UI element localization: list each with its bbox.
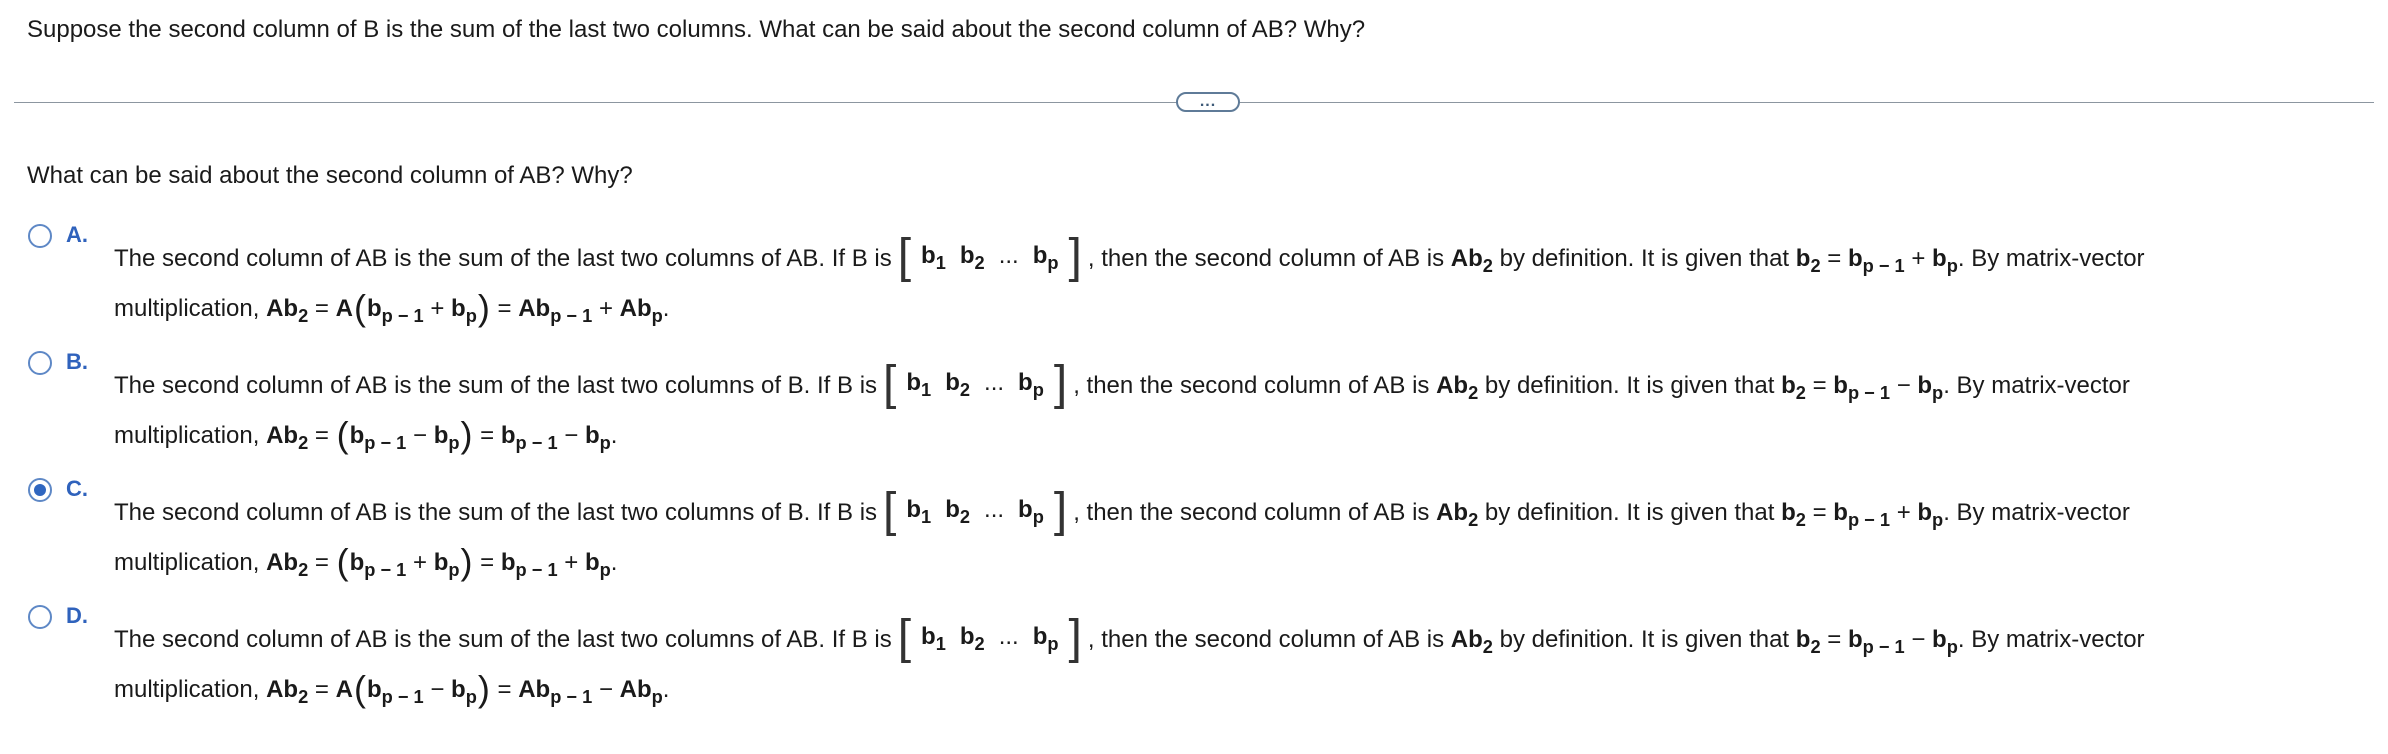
vector-Ab-letters: Ab	[518, 676, 551, 703]
vector-subscript: 2	[1468, 381, 1479, 403]
matrix-columns	[896, 485, 1053, 536]
vector-b	[1795, 245, 1821, 276]
vector-Ab-letters: Ab	[266, 295, 299, 322]
vector-b-letter: b	[1018, 369, 1033, 397]
radio-button-a[interactable]	[28, 224, 52, 248]
vector-subscript: p	[448, 558, 460, 580]
option-text: , then the second column of AB is	[1073, 499, 1430, 526]
matrix-A: A	[335, 676, 353, 703]
vector-b	[1932, 245, 1958, 276]
vector-b-letter: b	[349, 549, 365, 576]
vector-subscript: p	[465, 304, 477, 326]
vector-b-letter: b	[500, 549, 516, 576]
option-body	[114, 483, 2130, 588]
operator: +	[413, 549, 428, 576]
equals-sign: =	[1827, 245, 1842, 272]
vector-b	[960, 612, 985, 663]
vector-b-letter: b	[1932, 626, 1947, 653]
option-text: The second column of AB is the sum of the last two columns of AB. If B is	[114, 245, 892, 272]
option-text: The second column of AB is the sum of the last two columns of AB. If B is	[114, 626, 892, 653]
operator: −	[1911, 626, 1926, 653]
bracket-right: ]	[1053, 483, 1068, 537]
vector-Ab	[1450, 626, 1493, 657]
vector-b	[584, 422, 611, 453]
bracket-right: ]	[1053, 356, 1068, 410]
vector-b-letter: b	[1847, 245, 1863, 272]
option-text: by definition. It is given that	[1484, 372, 1775, 399]
paren-left: (	[336, 414, 349, 455]
vector-Ab	[1436, 499, 1479, 530]
matrix-A: A	[335, 295, 353, 322]
bracket-left: [	[883, 356, 897, 410]
vector-Ab-letters: Ab	[619, 295, 652, 322]
vector-subscript: p	[1932, 381, 1944, 403]
vector-b	[906, 358, 931, 409]
paren-right: )	[460, 541, 473, 582]
operator: −	[1896, 372, 1911, 399]
vector-Ab	[518, 676, 593, 707]
vector-Ab	[266, 422, 309, 453]
vector-subscript: 2	[298, 685, 309, 707]
vector-subscript: 2	[1795, 381, 1806, 403]
paren-right: )	[460, 414, 473, 455]
equals-sign: =	[314, 422, 329, 449]
ellipsis: ...	[998, 242, 1019, 270]
bracket-right: ]	[1068, 229, 1082, 283]
vector-subscript: 1	[921, 505, 932, 527]
option-text: by definition. It is given that	[1499, 626, 1790, 653]
vector-Ab	[1436, 372, 1479, 403]
vector-subscript: p	[1047, 632, 1059, 654]
vector-b	[349, 422, 407, 453]
vector-subscript: 2	[1795, 508, 1806, 530]
paren-left: (	[353, 287, 366, 328]
operator: +	[598, 295, 613, 322]
vector-subscript: 2	[974, 632, 985, 654]
option-text: The second column of AB is the sum of the last two columns of B. If B is	[114, 499, 878, 526]
vector-b	[1847, 245, 1905, 276]
vector-subscript: 2	[1482, 635, 1493, 657]
radio-button-b[interactable]	[28, 351, 52, 375]
option-text: by definition. It is given that	[1484, 499, 1775, 526]
paren-right: )	[477, 287, 490, 328]
vector-subscript: 2	[298, 431, 309, 453]
bracket-left: [	[897, 229, 912, 283]
period: .	[610, 422, 618, 449]
vector-subscript: p − 1	[364, 431, 407, 453]
vector-b-letter: b	[1847, 626, 1863, 653]
option-body	[114, 610, 2145, 715]
vector-subscript: p − 1	[550, 685, 593, 707]
vector-subscript: 1	[921, 378, 932, 400]
equals-sign: =	[314, 549, 329, 576]
more-button[interactable]: ...	[1176, 92, 1240, 112]
ellipsis: ...	[984, 369, 1005, 397]
vector-Ab-letters: Ab	[619, 676, 652, 703]
vector-b	[366, 295, 424, 326]
vector-subscript: 2	[959, 505, 971, 527]
vector-Ab-letters: Ab	[1436, 372, 1469, 399]
option-text: . By matrix-vector	[1943, 499, 2130, 526]
vector-b-letter: b	[906, 369, 922, 397]
vector-b-letter: b	[366, 295, 382, 322]
vector-subscript: 1	[935, 632, 946, 654]
operator: +	[1911, 245, 1926, 272]
option-line-2	[114, 284, 2145, 334]
vector-subscript: 1	[935, 251, 946, 273]
matrix-columns	[911, 231, 1068, 282]
radio-button-d[interactable]	[28, 605, 52, 629]
vector-b-letter: b	[906, 496, 922, 524]
vector-b-letter: b	[433, 549, 449, 576]
equals-sign: =	[480, 549, 495, 576]
vector-subscript: p	[465, 685, 477, 707]
vector-subscript: p − 1	[1862, 635, 1905, 657]
vector-b-letter: b	[1781, 499, 1796, 526]
vector-subscript: p − 1	[515, 431, 558, 453]
vector-b	[1018, 358, 1044, 409]
vector-b-letter: b	[1932, 245, 1947, 272]
vector-Ab	[266, 549, 309, 580]
vector-b-letter: b	[1032, 242, 1048, 270]
option-text: . By matrix-vector	[1943, 372, 2130, 399]
vector-b	[921, 612, 946, 663]
vector-b-letter: b	[1795, 626, 1811, 653]
vector-subscript: p	[651, 304, 663, 326]
vector-b-letter: b	[1833, 499, 1848, 526]
option-text: multiplication,	[114, 676, 260, 703]
vector-subscript: p − 1	[1862, 254, 1905, 276]
bracket-right: ]	[1068, 610, 1082, 664]
vector-b	[451, 676, 477, 707]
option-line-1	[114, 356, 2130, 411]
vector-subscript: p − 1	[515, 558, 558, 580]
equals-sign: =	[497, 295, 512, 322]
vector-b-letter: b	[1032, 623, 1048, 651]
vector-subscript: 2	[1810, 635, 1821, 657]
vector-b	[1018, 485, 1044, 536]
vector-b-letter: b	[945, 369, 960, 397]
vector-b-letter: b	[366, 676, 382, 703]
vector-b	[960, 231, 985, 282]
operator: −	[430, 676, 445, 703]
bracket-left: [	[897, 610, 912, 664]
paren-left: (	[353, 668, 366, 709]
vector-b-letter: b	[349, 422, 365, 449]
vector-subscript: p	[599, 431, 611, 453]
matrix-B	[898, 612, 1082, 663]
paren-right: )	[477, 668, 490, 709]
option-text: multiplication,	[114, 549, 260, 576]
vector-b	[584, 549, 611, 580]
vector-subscript: 2	[959, 378, 971, 400]
vector-b	[945, 358, 970, 409]
vector-Ab	[266, 676, 309, 707]
equals-sign: =	[1827, 626, 1842, 653]
vector-subscript: p	[599, 558, 611, 580]
equals-sign: =	[1812, 372, 1827, 399]
vector-subscript: p	[1047, 251, 1059, 273]
option-text: , then the second column of AB is	[1073, 372, 1430, 399]
matrix-B	[883, 358, 1067, 409]
vector-b	[1795, 626, 1821, 657]
vector-subscript: 2	[1482, 254, 1493, 276]
vector-b	[1917, 372, 1944, 403]
vector-b	[1932, 626, 1958, 657]
vector-b-letter: b	[1781, 372, 1796, 399]
vector-subscript: 2	[974, 251, 985, 273]
vector-b-letter: b	[451, 295, 466, 322]
period: .	[662, 676, 670, 703]
vector-b	[1833, 499, 1891, 530]
option-letter: C.	[66, 476, 88, 501]
vector-Ab	[619, 676, 663, 707]
vector-b-letter: b	[921, 242, 936, 270]
vector-b-letter: b	[451, 676, 466, 703]
vector-b	[451, 295, 477, 326]
equals-sign: =	[314, 295, 329, 322]
option-line-2	[114, 665, 2145, 715]
vector-b	[500, 549, 558, 580]
vector-b-letter: b	[584, 422, 600, 449]
option-line-1	[114, 229, 2145, 284]
vector-subscript: p	[1932, 508, 1944, 530]
period: .	[610, 549, 618, 576]
vector-b	[433, 549, 460, 580]
vector-Ab	[518, 295, 593, 326]
operator: −	[413, 422, 428, 449]
vector-subscript: p	[448, 431, 460, 453]
vector-b	[1917, 499, 1944, 530]
vector-subscript: p − 1	[550, 304, 593, 326]
option-text: multiplication,	[114, 422, 260, 449]
vector-b-letter: b	[1795, 245, 1811, 272]
matrix-columns	[911, 612, 1068, 663]
vector-b-letter: b	[433, 422, 449, 449]
option-text: , then the second column of AB is	[1087, 245, 1445, 272]
prompt-text: What can be said about the second column of AB? Why?	[27, 162, 633, 189]
vector-Ab-letters: Ab	[1450, 626, 1483, 653]
vector-Ab-letters: Ab	[266, 422, 299, 449]
vector-Ab	[266, 295, 309, 326]
option-line-1	[114, 483, 2130, 538]
equals-sign: =	[480, 422, 495, 449]
vector-b	[433, 422, 460, 453]
matrix-B	[883, 485, 1067, 536]
option-text: multiplication,	[114, 295, 260, 322]
option-text: The second column of AB is the sum of the last two columns of B. If B is	[114, 372, 878, 399]
vector-b	[500, 422, 558, 453]
vector-subscript: p − 1	[1847, 381, 1891, 403]
vector-subscript: 2	[1468, 508, 1479, 530]
vector-b	[945, 485, 970, 536]
operator: −	[564, 422, 579, 449]
vector-subscript: 2	[298, 304, 309, 326]
vector-b	[1033, 612, 1059, 663]
paren-left: (	[336, 541, 349, 582]
vector-b	[1033, 231, 1059, 282]
vector-subscript: 2	[298, 558, 309, 580]
vector-b	[1847, 626, 1905, 657]
ellipsis: ...	[984, 496, 1005, 524]
equals-sign: =	[314, 676, 329, 703]
operator: +	[1896, 499, 1911, 526]
vector-Ab-letters: Ab	[518, 295, 551, 322]
equals-sign: =	[1812, 499, 1827, 526]
vector-b-letter: b	[1917, 499, 1933, 526]
vector-Ab-letters: Ab	[266, 676, 299, 703]
vector-subscript: p − 1	[381, 304, 424, 326]
vector-b-letter: b	[959, 242, 975, 270]
vector-b-letter: b	[1018, 496, 1033, 524]
vector-b	[1833, 372, 1891, 403]
vector-b	[906, 485, 931, 536]
option-text: by definition. It is given that	[1499, 245, 1790, 272]
vector-Ab-letters: Ab	[266, 549, 299, 576]
vector-b-letter: b	[945, 496, 960, 524]
vector-subscript: p	[651, 685, 663, 707]
vector-Ab-letters: Ab	[1450, 245, 1483, 272]
vector-b-letter: b	[584, 549, 600, 576]
vector-b	[1781, 372, 1806, 403]
option-line-2	[114, 538, 2130, 588]
operator: +	[430, 295, 445, 322]
option-body	[114, 356, 2130, 461]
operator: −	[598, 676, 613, 703]
option-body	[114, 229, 2145, 334]
vector-b-letter: b	[921, 623, 936, 651]
vector-Ab	[1450, 245, 1493, 276]
vector-b-letter: b	[500, 422, 516, 449]
radio-button-c[interactable]	[28, 478, 52, 502]
vector-Ab-letters: Ab	[1436, 499, 1469, 526]
vector-b	[349, 549, 407, 580]
question-text: Suppose the second column of B is the sum of the last two columns. What can be said about the second column of AB? Why?	[27, 16, 1366, 43]
vector-subscript: p − 1	[1847, 508, 1891, 530]
vector-Ab	[619, 295, 663, 326]
period: .	[662, 295, 670, 322]
vector-subscript: p − 1	[364, 558, 407, 580]
option-letter: B.	[66, 349, 88, 374]
vector-subscript: p	[1032, 378, 1044, 400]
option-letter: D.	[66, 603, 88, 628]
vector-subscript: p	[1946, 254, 1958, 276]
vector-b	[921, 231, 946, 282]
option-letter: A.	[66, 222, 88, 247]
vector-subscript: p − 1	[381, 685, 424, 707]
option-text: . By matrix-vector	[1957, 245, 2145, 272]
vector-b	[366, 676, 424, 707]
ellipsis: ...	[998, 623, 1019, 651]
bracket-left: [	[883, 483, 897, 537]
vector-subscript: 2	[1810, 254, 1821, 276]
option-text: , then the second column of AB is	[1087, 626, 1445, 653]
operator: +	[564, 549, 579, 576]
matrix-B	[898, 231, 1082, 282]
option-line-1	[114, 610, 2145, 665]
equals-sign: =	[497, 676, 512, 703]
vector-b-letter: b	[959, 623, 975, 651]
option-text: . By matrix-vector	[1957, 626, 2145, 653]
vector-b-letter: b	[1833, 372, 1848, 399]
vector-b-letter: b	[1917, 372, 1933, 399]
matrix-columns	[896, 358, 1053, 409]
option-line-2	[114, 411, 2130, 461]
vector-subscript: p	[1032, 505, 1044, 527]
vector-b	[1781, 499, 1806, 530]
vector-subscript: p	[1946, 635, 1958, 657]
